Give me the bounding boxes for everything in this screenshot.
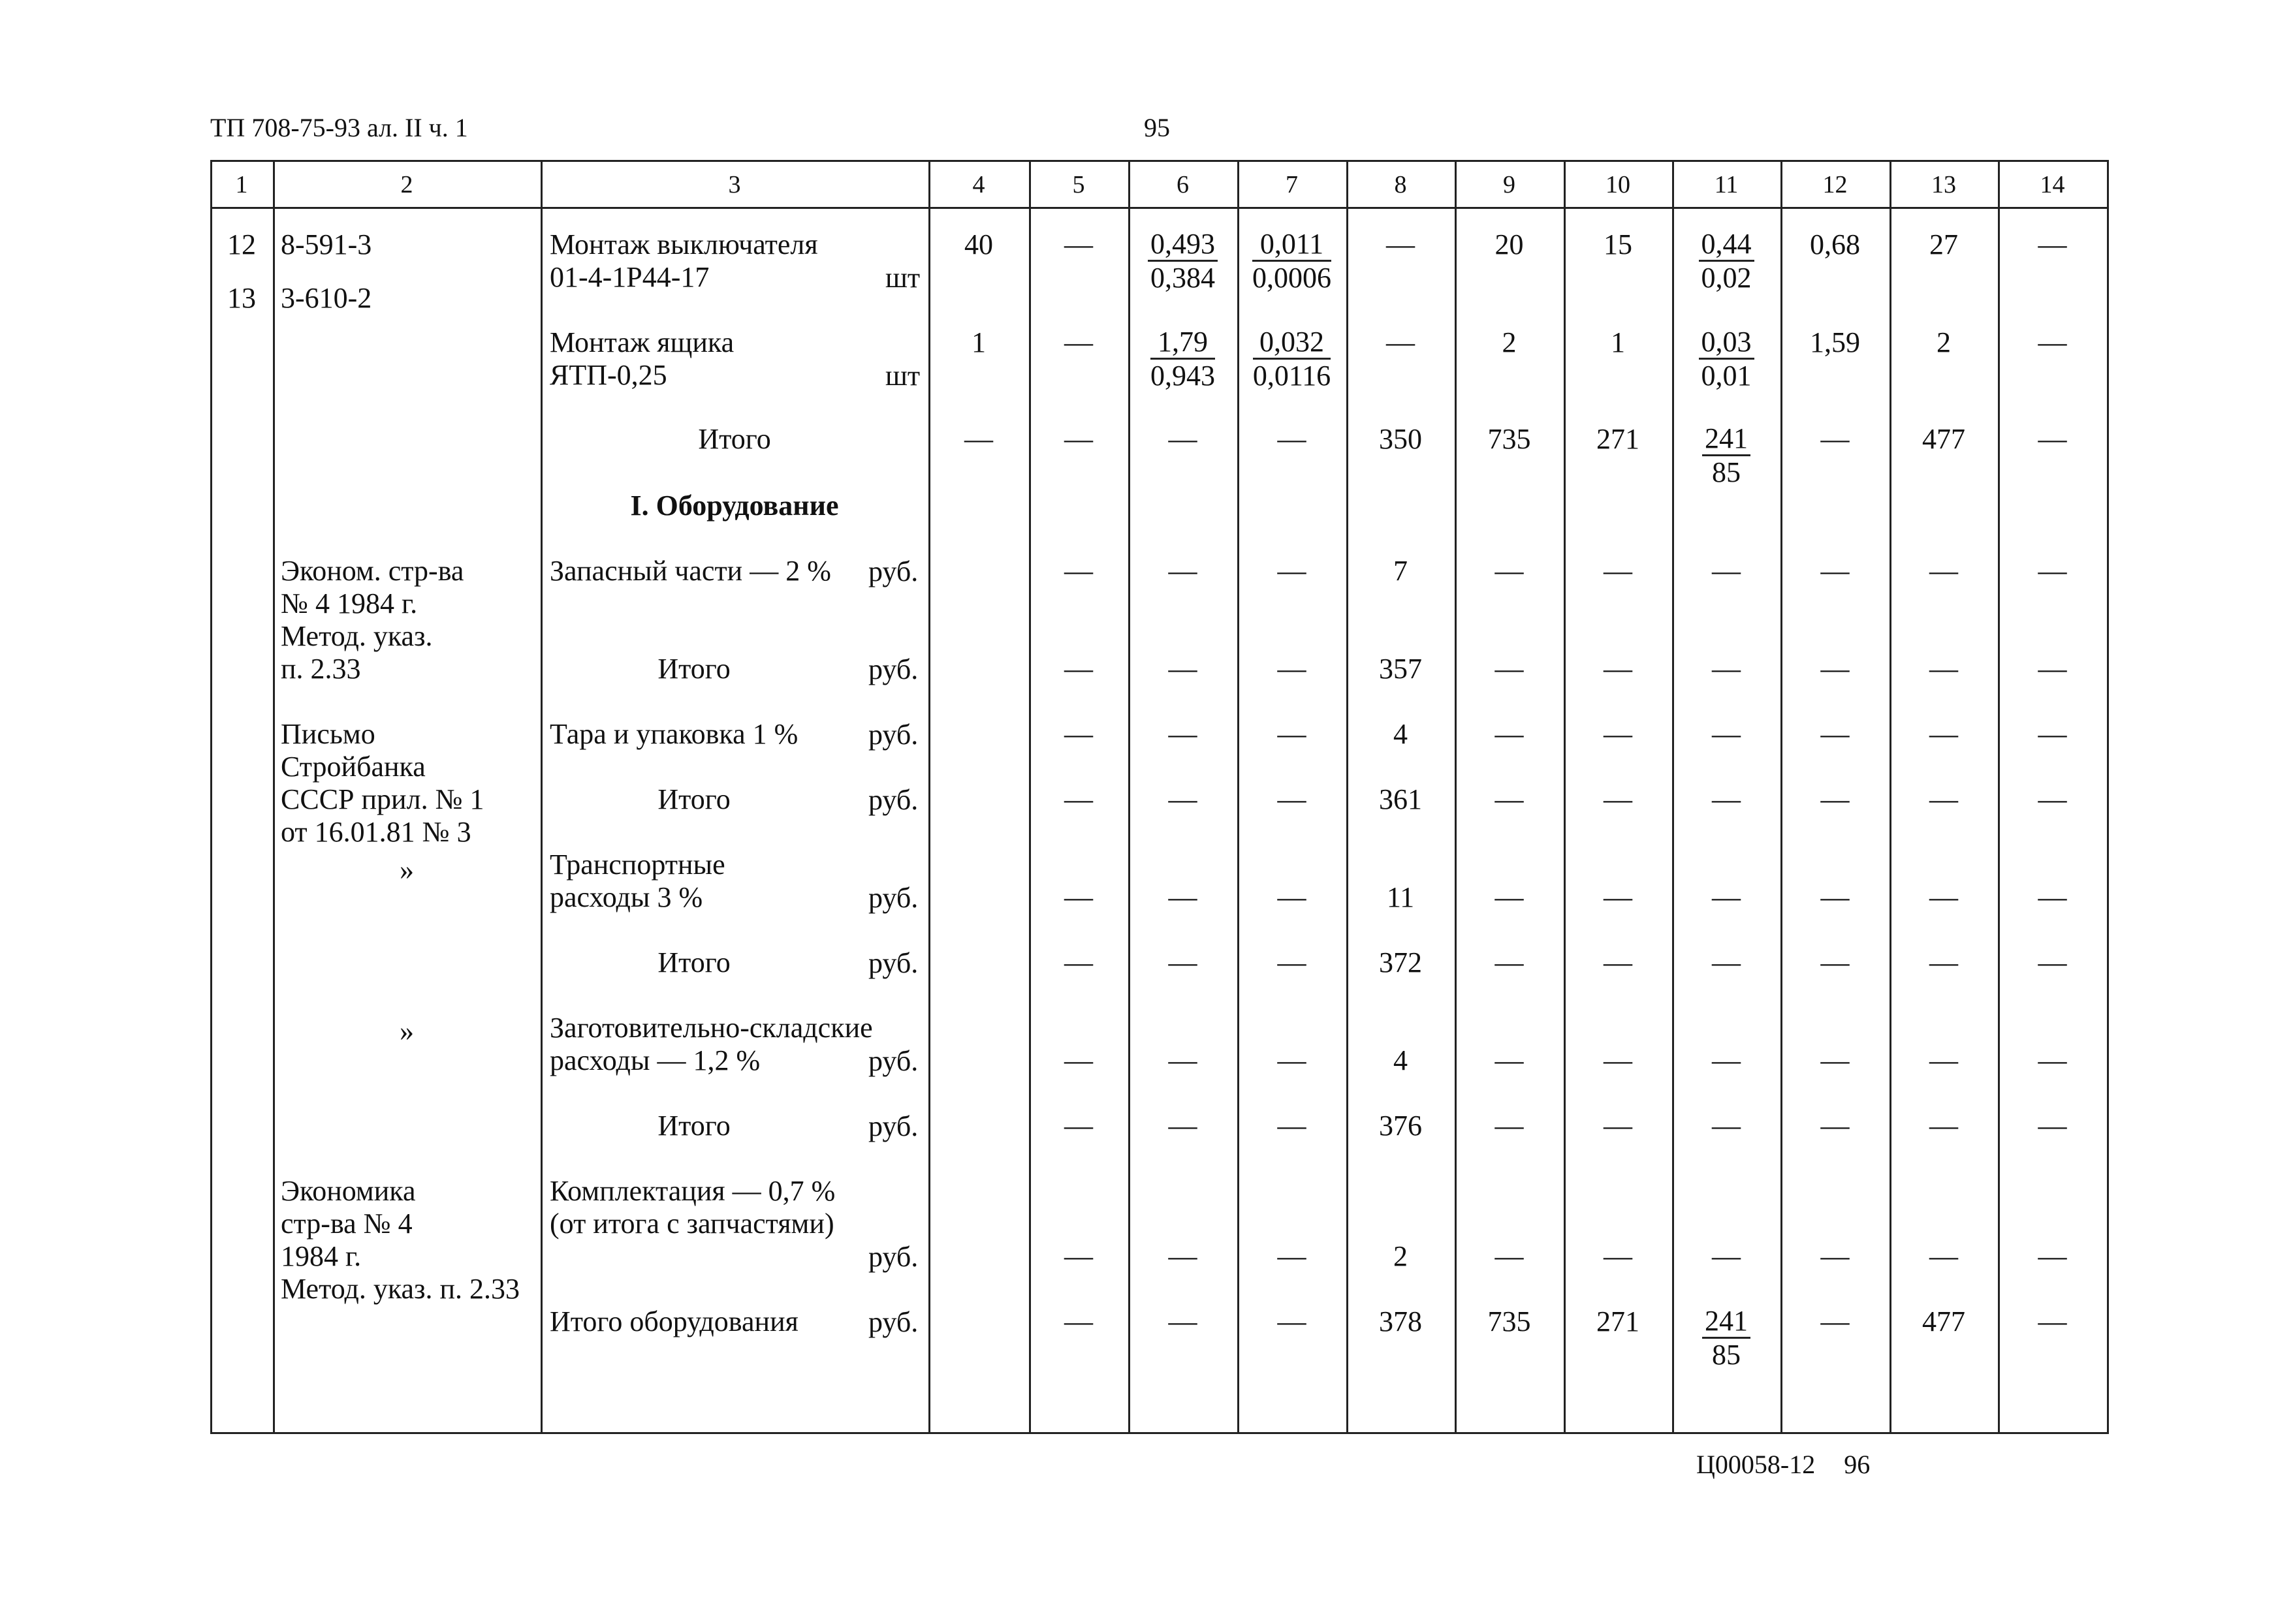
value-c8: 7 — [1393, 555, 1408, 587]
value-c12: — — [1820, 555, 1850, 587]
value-c13: 2 — [1937, 326, 1951, 358]
value-c8: 361 — [1379, 783, 1422, 815]
value-c11: — — [1712, 946, 1741, 978]
reference-letter: Письмо — [281, 718, 375, 750]
value-c12: — — [1820, 881, 1850, 913]
fraction — [1252, 228, 1331, 294]
value-c14: — — [2038, 1110, 2067, 1142]
value-c7: — — [1277, 423, 1306, 455]
reference-letter: от 16.01.81 № 3 — [281, 816, 471, 848]
value-c14: — — [2038, 555, 2067, 587]
value-c14: — — [2038, 653, 2067, 685]
value-c7 — [1237, 228, 1346, 294]
value-c10: — — [1604, 1240, 1632, 1272]
unit-label: руб. — [868, 555, 919, 587]
value-c11: — — [1712, 1044, 1741, 1076]
value-c12: 0,68 — [1810, 228, 1860, 260]
value-c9: 735 — [1487, 423, 1531, 455]
column-header: 1 — [235, 171, 248, 198]
value-c14: — — [2038, 881, 2067, 913]
subtotal-label: Итого — [657, 946, 731, 978]
value-c9: — — [1494, 555, 1524, 587]
value-c7: — — [1277, 783, 1306, 815]
value-c6 — [1128, 228, 1237, 294]
value-c13: — — [1929, 1240, 1958, 1272]
value-c9: 20 — [1494, 228, 1524, 260]
column-header: 8 — [1394, 171, 1407, 198]
value-c10: — — [1604, 555, 1632, 587]
value-c13: — — [1929, 783, 1958, 815]
item-description: Монтаж выключателя — [550, 228, 818, 260]
value-c9: — — [1494, 653, 1524, 685]
table-header-line — [210, 207, 2107, 209]
value-c10: 271 — [1596, 1305, 1639, 1337]
value-c6: — — [1168, 946, 1197, 978]
item-description: (от итога с запчастями) — [550, 1208, 834, 1240]
value-c11 — [1672, 1305, 1780, 1371]
column-header: 5 — [1072, 171, 1085, 198]
fraction-denominator: 85 — [1712, 1339, 1741, 1371]
unit-label: руб. — [868, 653, 919, 685]
item-description: расходы 3 % — [550, 881, 703, 913]
subtotal-label: Итого — [657, 653, 731, 685]
item-description: Комплектация — 0,7 % — [550, 1175, 836, 1207]
reference-economics: стр-ва № 4 — [281, 1208, 413, 1240]
fraction-numerator: 0,03 — [1699, 326, 1754, 360]
column-header: 11 — [1714, 171, 1739, 198]
value-c8: 378 — [1379, 1305, 1422, 1337]
table-column-line — [273, 160, 275, 1434]
value-c14: — — [2038, 783, 2067, 815]
fraction-denominator: 0,01 — [1701, 360, 1752, 392]
value-c11: — — [1712, 881, 1741, 913]
value-c13: — — [1929, 881, 1958, 913]
value-c6 — [1128, 326, 1237, 392]
fraction — [1699, 326, 1754, 392]
fraction-numerator: 0,032 — [1253, 326, 1331, 360]
value-c6: — — [1168, 1110, 1197, 1142]
value-c10: 1 — [1611, 326, 1625, 358]
value-c11: — — [1712, 653, 1741, 685]
value-c11 — [1672, 423, 1780, 489]
item-description: 01-4-1Р44-17 — [550, 261, 710, 293]
value-c7: — — [1277, 1044, 1306, 1076]
value-c14: — — [2038, 1240, 2067, 1272]
fraction-numerator: 241 — [1702, 423, 1750, 456]
fraction-denominator: 85 — [1712, 456, 1741, 488]
value-c8: 4 — [1393, 1044, 1408, 1076]
value-c14: — — [2038, 946, 2067, 978]
value-c13: — — [1929, 555, 1958, 587]
unit-label: руб. — [868, 1110, 919, 1142]
column-header: 12 — [1822, 171, 1848, 198]
value-c12: — — [1820, 783, 1850, 815]
item-description: Итого оборудования — [550, 1305, 799, 1337]
column-header: 4 — [972, 171, 985, 198]
fraction — [1702, 1305, 1750, 1371]
table-top-line — [210, 160, 2107, 162]
item-description: Запасный части — 2 % — [550, 555, 831, 587]
value-c8: 372 — [1379, 946, 1422, 978]
value-c8: 357 — [1379, 653, 1422, 685]
value-c5: — — [1064, 1110, 1093, 1142]
fraction-denominator: 0,0006 — [1252, 262, 1331, 294]
value-c6: — — [1168, 423, 1197, 455]
value-c13: 477 — [1922, 1305, 1965, 1337]
column-header: 3 — [728, 171, 741, 198]
fraction — [1150, 326, 1215, 392]
item-description: расходы — 1,2 % — [550, 1044, 761, 1076]
value-c10: — — [1604, 1044, 1632, 1076]
value-c11 — [1672, 228, 1780, 294]
value-c8: 11 — [1386, 881, 1415, 913]
value-c8: — — [1386, 228, 1415, 260]
value-c9: — — [1494, 1110, 1524, 1142]
item-description: Заготовительно-складские — [550, 1012, 873, 1044]
unit-label: шт — [885, 262, 921, 294]
item-description: Транспортные — [550, 849, 725, 881]
value-c12: 1,59 — [1810, 326, 1860, 358]
unit-label: руб. — [868, 882, 919, 914]
value-c7: — — [1277, 718, 1306, 750]
value-c6: — — [1168, 783, 1197, 815]
value-c13: — — [1929, 1044, 1958, 1076]
reference-letter: СССР прил. № 1 — [281, 783, 484, 815]
subtotal-label: Итого — [698, 423, 771, 455]
value-c5: — — [1064, 718, 1093, 750]
reference-economics: Экономика — [281, 1175, 416, 1207]
value-c12: — — [1820, 1110, 1850, 1142]
column-header: 10 — [1605, 171, 1630, 198]
value-c6: — — [1168, 1240, 1197, 1272]
reference-economics: 1984 г. — [281, 1240, 362, 1272]
value-c14: — — [2038, 326, 2067, 358]
value-c6: — — [1168, 1044, 1197, 1076]
reference-economics: Метод. указ. — [281, 620, 433, 652]
footer — [1696, 1449, 1899, 1480]
column-header: 2 — [400, 171, 413, 198]
unit-label: руб. — [868, 1306, 919, 1338]
value-c5: — — [1064, 1305, 1093, 1337]
fraction-denominator: 0,02 — [1701, 262, 1752, 294]
value-c12: — — [1820, 423, 1850, 455]
table-bottom-line — [210, 1432, 2107, 1434]
value-c10: — — [1604, 653, 1632, 685]
value-c11: — — [1712, 1110, 1741, 1142]
value-c5: — — [1064, 1044, 1093, 1076]
value-c12: — — [1820, 1044, 1850, 1076]
column-header: 7 — [1286, 171, 1298, 198]
value-c9: 735 — [1487, 1305, 1531, 1337]
value-c13: 477 — [1922, 423, 1965, 455]
value-c5: — — [1064, 881, 1093, 913]
column-header: 9 — [1503, 171, 1515, 198]
value-c8: — — [1386, 326, 1415, 358]
unit-label: руб. — [868, 1241, 919, 1273]
value-c14: — — [2038, 718, 2067, 750]
fraction-numerator: 0,44 — [1699, 228, 1754, 262]
value-c11: — — [1712, 1240, 1741, 1272]
unit-label: руб. — [868, 719, 919, 751]
unit-label: руб. — [868, 1045, 919, 1077]
value-c7: — — [1277, 1240, 1306, 1272]
value-c12: — — [1820, 1240, 1850, 1272]
fraction — [1253, 326, 1331, 392]
value-c7: — — [1277, 1305, 1306, 1337]
footer-code: Ц00058-12 — [1696, 1450, 1816, 1479]
value-c4: 1 — [972, 326, 986, 358]
value-c13: — — [1929, 1110, 1958, 1142]
column-header: 13 — [1931, 171, 1956, 198]
value-c9: — — [1494, 1240, 1524, 1272]
value-c11 — [1672, 326, 1780, 392]
fraction — [1148, 228, 1218, 294]
document-code: ТП 708-75-93 ал. II ч. 1 — [210, 113, 468, 142]
fraction-denominator: 0,384 — [1150, 262, 1215, 294]
subtotal-label: Итого — [657, 783, 731, 815]
value-c7: — — [1277, 881, 1306, 913]
value-c9: 2 — [1502, 326, 1517, 358]
value-c9: — — [1494, 1044, 1524, 1076]
unit-label: шт — [885, 360, 921, 392]
norm-reference: 8-591-3 — [281, 228, 372, 260]
value-c14: — — [2038, 423, 2067, 455]
value-c12: — — [1820, 718, 1850, 750]
reference-economics: Метод. указ. п. 2.33 — [281, 1273, 520, 1305]
value-c10: — — [1604, 1110, 1632, 1142]
value-c5: — — [1064, 326, 1093, 358]
fraction-numerator: 0,493 — [1148, 228, 1218, 262]
fraction-numerator: 0,011 — [1252, 228, 1331, 262]
value-c9: — — [1494, 881, 1524, 913]
column-header: 14 — [2040, 171, 2065, 198]
value-c8: 4 — [1393, 718, 1408, 750]
value-c7 — [1237, 326, 1346, 392]
fraction — [1699, 228, 1754, 294]
value-c5: — — [1064, 946, 1093, 978]
footer-page: 96 — [1844, 1450, 1871, 1479]
section-title: I. Оборудование — [630, 490, 839, 522]
value-c5: — — [1064, 423, 1093, 455]
reference-economics: Эконом. стр-ва — [281, 555, 464, 587]
value-c10: — — [1604, 946, 1632, 978]
value-c4: — — [964, 423, 993, 455]
table-column-line — [2107, 160, 2109, 1434]
fraction-numerator: 241 — [1702, 1305, 1750, 1339]
ditto-mark: » — [400, 1015, 414, 1047]
column-header: 6 — [1177, 171, 1189, 198]
value-c11: — — [1712, 718, 1741, 750]
norm-reference: 3-610-2 — [281, 282, 372, 314]
row-number: 13 — [227, 282, 256, 314]
value-c8: 2 — [1393, 1240, 1408, 1272]
value-c13: — — [1929, 718, 1958, 750]
value-c5: — — [1064, 783, 1093, 815]
item-description: Тара и упаковка 1 % — [550, 718, 799, 750]
unit-label: руб. — [868, 784, 919, 816]
value-c6: — — [1168, 718, 1197, 750]
value-c13: — — [1929, 946, 1958, 978]
value-c6: — — [1168, 555, 1197, 587]
value-c13: 27 — [1929, 228, 1958, 260]
value-c9: — — [1494, 946, 1524, 978]
value-c14: — — [2038, 1305, 2067, 1337]
row-number: 12 — [227, 228, 256, 260]
value-c7: — — [1277, 653, 1306, 685]
value-c14: — — [2038, 1044, 2067, 1076]
value-c8: 376 — [1379, 1110, 1422, 1142]
value-c12: — — [1820, 946, 1850, 978]
fraction — [1702, 423, 1750, 489]
value-c10: — — [1604, 718, 1632, 750]
ditto-mark: » — [400, 854, 414, 886]
value-c5: — — [1064, 228, 1093, 260]
fraction-denominator: 0,0116 — [1252, 360, 1331, 392]
value-c14: — — [2038, 228, 2067, 260]
subtotal-label: Итого — [657, 1110, 731, 1142]
fraction-numerator: 1,79 — [1150, 326, 1215, 360]
value-c12: — — [1820, 653, 1850, 685]
value-c10: 271 — [1596, 423, 1639, 455]
fraction-denominator: 0,943 — [1150, 360, 1215, 392]
value-c7: — — [1277, 946, 1306, 978]
value-c10: — — [1604, 783, 1632, 815]
value-c6: — — [1168, 1305, 1197, 1337]
value-c13: — — [1929, 653, 1958, 685]
reference-letter: Стройбанка — [281, 751, 426, 783]
value-c5: — — [1064, 653, 1093, 685]
value-c4: 40 — [964, 228, 993, 260]
table-column-line — [210, 160, 212, 1434]
value-c11: — — [1712, 555, 1741, 587]
value-c5: — — [1064, 555, 1093, 587]
unit-label: руб. — [868, 947, 919, 979]
value-c6: — — [1168, 653, 1197, 685]
value-c12: — — [1820, 1305, 1850, 1337]
value-c10: 15 — [1604, 228, 1632, 260]
value-c7: — — [1277, 1110, 1306, 1142]
value-c9: — — [1494, 783, 1524, 815]
value-c11: — — [1712, 783, 1741, 815]
value-c6: — — [1168, 881, 1197, 913]
value-c5: — — [1064, 1240, 1093, 1272]
value-c9: — — [1494, 718, 1524, 750]
value-c10: — — [1604, 881, 1632, 913]
reference-economics: п. 2.33 — [281, 653, 361, 685]
reference-economics: № 4 1984 г. — [281, 587, 418, 619]
value-c7: — — [1277, 555, 1306, 587]
value-c8: 350 — [1379, 423, 1422, 455]
page-number: 95 — [1144, 113, 1170, 142]
item-description: ЯТП-0,25 — [550, 359, 667, 391]
item-description: Монтаж ящика — [550, 326, 735, 358]
